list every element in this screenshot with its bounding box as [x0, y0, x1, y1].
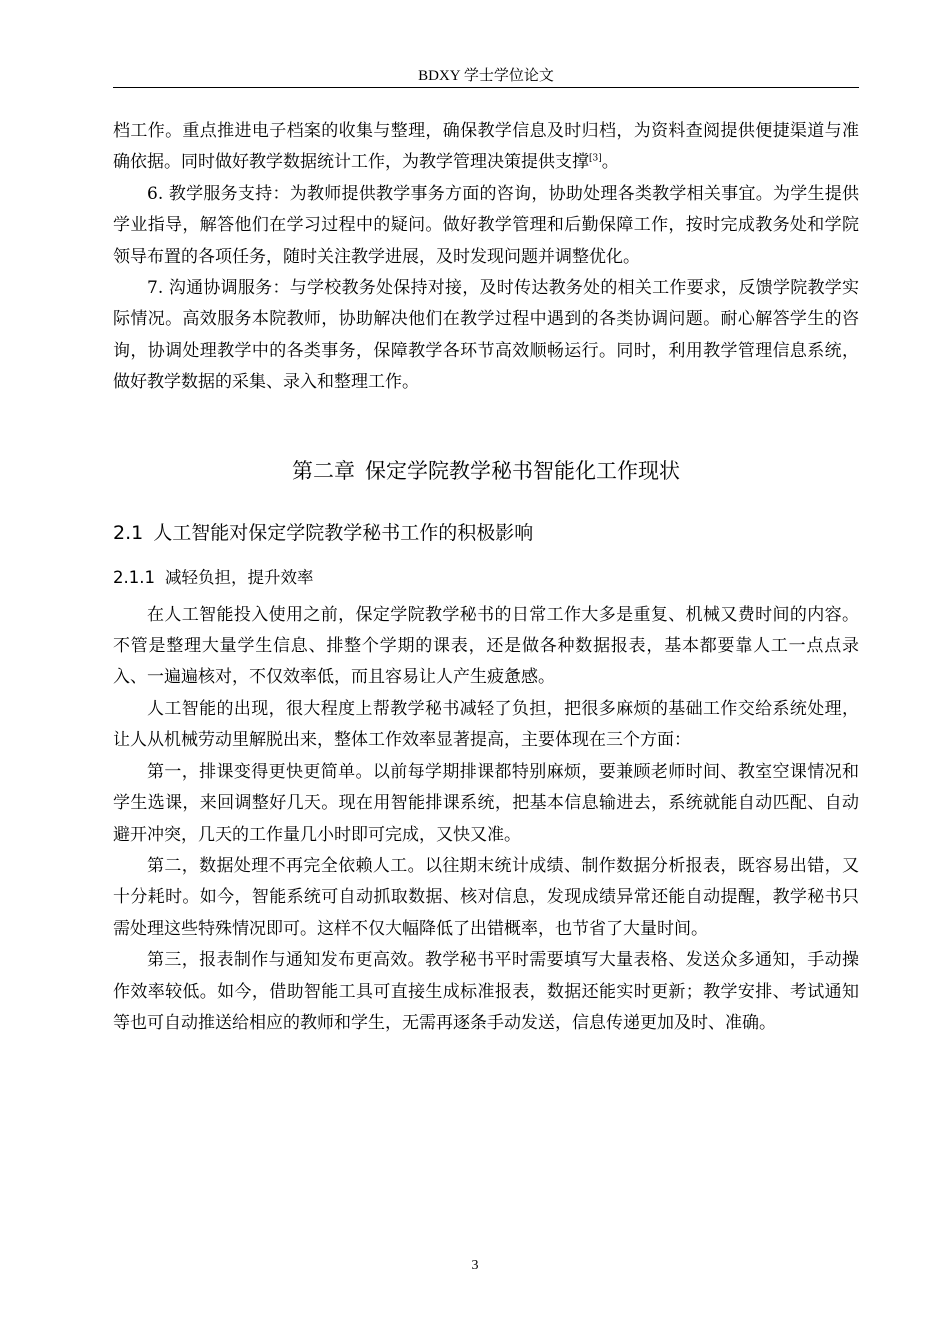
chapter-title: 保定学院教学秘书智能化工作现状 [365, 458, 680, 483]
paragraph: 人工智能的出现，很大程度上帮教学秘书减轻了负担，把很多麻烦的基础工作交给系统处理，让人从机械劳动里解脱出来，整体工作效率显著提高，主要体现在三个方面： [113, 698, 859, 751]
paragraph-tail: 。 [601, 152, 619, 173]
page-number: 3 [471, 1258, 479, 1273]
paragraph: 在人工智能投入使用之前，保定学院教学秘书的日常工作大多是重复、机械又费时间的内容。不管是整理大量学生信息、排整个学期的课表，还是做各种数据报表，基本都要靠人工一点点录入、一遍遍核对，不仅效率低，而且容易让人产生疲惫感。 [113, 604, 859, 688]
chapter-heading [113, 455, 859, 487]
citation-ref[interactable]: [3] [589, 153, 602, 164]
paragraph: 第二，数据处理不再完全依赖人工。以往期末统计成绩、制作数据分析报表，既容易出错，又十分耗时。如今，智能系统可自动抓取数据、核对信息，发现成绩异常还能自动提醒，教学秘书只需处理这些特殊情况即可。这样不仅大幅降低了出错概率，也节省了大量时间。 [113, 855, 859, 939]
paragraph: 第一，排课变得更快更简单。以前每学期排课都特别麻烦，要兼顾老师时间、教室空课情况和学生选课，来回调整好几天。现在用智能排课系统，把基本信息输进去，系统就能自动匹配、自动避开冲突，几天的工作量几小时即可完成，又快又准。 [113, 761, 859, 845]
subsection-heading [113, 564, 859, 592]
chapter-number: 第二章 [292, 458, 355, 483]
running-header: BDXY 学士学位论文 [418, 68, 554, 84]
paragraph: 7. 沟通协调服务：与学校教务处保持对接，及时传达教务处的相关工作要求，反馈学院教学实际情况。高效服务本院教师，协助解决他们在教学过程中遇到的各类协调问题。耐心解答学生的咨询，协调处理教学中的各类事务，保障教学各环节高效顺畅运行。同时，利用教学管理信息系统，做好教学数据的采集、录入和整理工作。 [113, 278, 859, 393]
paragraph [113, 116, 859, 179]
section-heading [113, 518, 859, 548]
page-body [113, 116, 859, 1039]
paragraph: 第三，报表制作与通知发布更高效。教学秘书平时需要填写大量表格、发送众多通知，手动操作效率较低。如今，借助智能工具可直接生成标准报表，数据还能实时更新；教学安排、考试通知等也可自动推送给相应的教师和学生，无需再逐条手动发送，信息传递更加及时、准确。 [113, 950, 859, 1033]
header-rule [113, 87, 859, 88]
section-number: 2.1 [113, 521, 144, 544]
paragraph: 6. 教学服务支持：为教师提供教学事务方面的咨询，协助处理各类教学相关事宜。为学生提供学业指导，解答他们在学习过程中的疑问。做好教学管理和后勤保障工作，按时完成教务处和学院领导布置的各项任务，随时关注教学进展，及时发现问题并调整优化。 [113, 183, 859, 267]
section-title: 人工智能对保定学院教学秘书工作的积极影响 [153, 521, 534, 544]
subsection-number: 2.1.1 [113, 567, 155, 587]
paragraph-text: 档工作。重点推进电子档案的收集与整理，确保教学信息及时归档，为资料查阅提供便捷渠道与准确依据。同时做好教学数据统计工作，为教学管理决策提供支撑 [113, 121, 859, 173]
subsection-title: 减轻负担，提升效率 [164, 567, 314, 587]
